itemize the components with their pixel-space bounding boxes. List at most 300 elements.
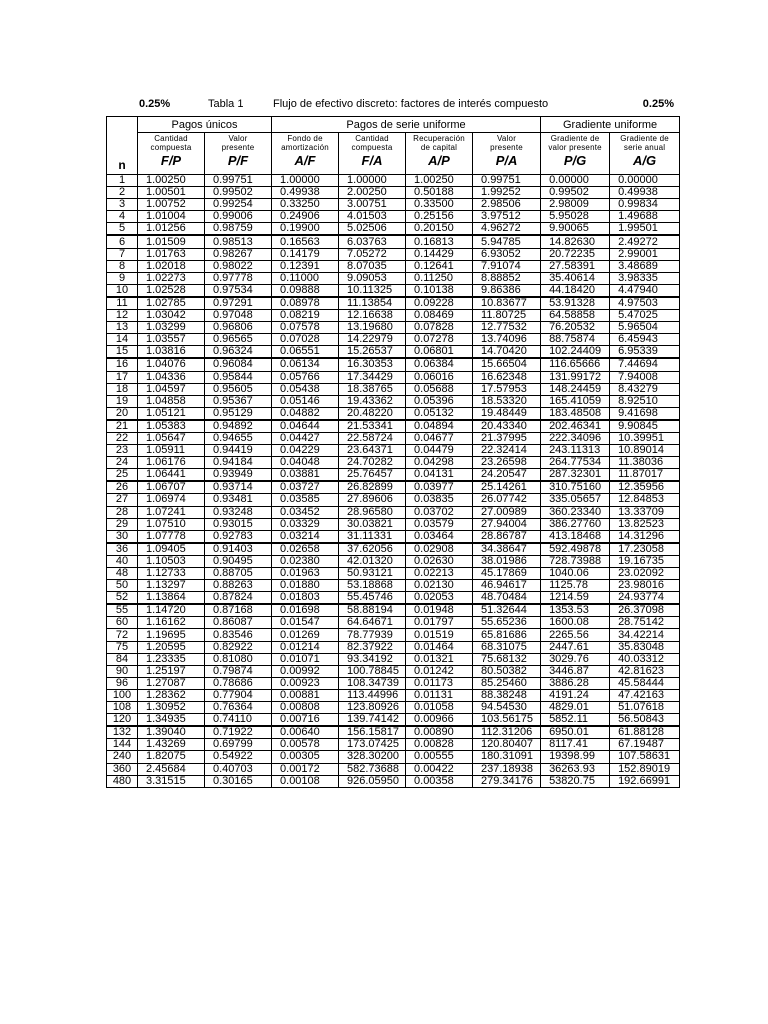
factor-cell-ap: 0.05396 xyxy=(406,395,473,407)
table-row xyxy=(107,702,680,714)
factor-cell-fa: 15.26537 xyxy=(339,346,406,359)
factor-cell-pa: 21.37995 xyxy=(473,432,541,444)
factor-cell-pa: 112.31206 xyxy=(473,726,541,739)
factor-cell-pf: 0.30165 xyxy=(205,775,272,787)
factor-cell-pg: 20.72235 xyxy=(541,248,610,260)
factor-cell-ag: 8.92510 xyxy=(610,395,680,407)
factor-cell-pf: 0.93481 xyxy=(205,494,272,506)
factor-cell-ag: 8.43279 xyxy=(610,383,680,395)
period-cell: 50 xyxy=(107,580,138,592)
period-cell: 27 xyxy=(107,494,138,506)
factor-cell-fa: 14.22979 xyxy=(339,334,406,346)
factor-cell-pf: 0.95605 xyxy=(205,383,272,395)
table-row xyxy=(107,420,680,433)
table-row xyxy=(107,395,680,407)
period-cell: 100 xyxy=(107,689,138,701)
factor-cell-af: 0.08978 xyxy=(272,297,339,310)
factor-cell-fp: 1.25197 xyxy=(138,665,205,677)
factor-cell-ag: 7.94008 xyxy=(610,371,680,383)
factor-cell-pg: 64.58858 xyxy=(541,310,610,322)
factor-cell-fp: 1.00752 xyxy=(138,199,205,211)
factor-cell-ag: 40.03312 xyxy=(610,653,680,665)
factor-cell-af: 0.16563 xyxy=(272,235,339,248)
factor-cell-pg: 335.05657 xyxy=(541,494,610,506)
period-cell: 84 xyxy=(107,653,138,665)
table-row xyxy=(107,457,680,469)
factor-cell-fa: 123.80926 xyxy=(339,702,406,714)
factor-cell-fa: 23.64371 xyxy=(339,445,406,457)
factor-cell-af: 0.00305 xyxy=(272,751,339,763)
factor-cell-fa: 27.89606 xyxy=(339,494,406,506)
factor-cell-pg: 36263.93 xyxy=(541,763,610,775)
table-row xyxy=(107,714,680,727)
group-single-payments: Pagos únicos xyxy=(138,117,272,133)
factor-cell-fp: 1.04336 xyxy=(138,371,205,383)
period-cell: 30 xyxy=(107,530,138,543)
period-cell: 72 xyxy=(107,629,138,641)
factor-cell-fp: 1.07778 xyxy=(138,530,205,543)
factor-cell-fp: 1.04076 xyxy=(138,358,205,371)
factor-cell-fa: 21.53341 xyxy=(339,420,406,433)
factor-cell-fa: 9.09053 xyxy=(339,272,406,284)
factor-cell-pf: 0.99254 xyxy=(205,199,272,211)
factor-cell-af: 0.09888 xyxy=(272,284,339,297)
factor-cell-fp: 1.02785 xyxy=(138,297,205,310)
factor-cell-ap: 0.01242 xyxy=(406,665,473,677)
factor-cell-af: 0.01880 xyxy=(272,580,339,592)
factor-cell-pg: 1214.59 xyxy=(541,592,610,605)
column-caption: Cantidad xyxy=(154,134,188,143)
factor-cell-fa: 82.37922 xyxy=(339,641,406,653)
factor-cell-pf: 0.99751 xyxy=(205,175,272,187)
period-cell: 24 xyxy=(107,457,138,469)
factor-cell-af: 0.06551 xyxy=(272,346,339,359)
factor-cell-ag: 13.33709 xyxy=(610,506,680,518)
factor-cell-pf: 0.98759 xyxy=(205,223,272,236)
factor-cell-ag: 7.44694 xyxy=(610,358,680,371)
interest-rate-right: 0.25% xyxy=(642,98,674,110)
factor-cell-pa: 17.57953 xyxy=(473,383,541,395)
factor-cell-pf: 0.87168 xyxy=(205,604,272,617)
factor-cell-af: 0.06134 xyxy=(272,358,339,371)
factor-cell-pf: 0.94184 xyxy=(205,457,272,469)
factor-cell-pf: 0.97291 xyxy=(205,297,272,310)
factor-cell-af: 0.04229 xyxy=(272,445,339,457)
factor-cell-fp: 1.00501 xyxy=(138,187,205,199)
factor-cell-ag: 61.88128 xyxy=(610,726,680,739)
factor-cell-ap: 0.25156 xyxy=(406,211,473,223)
factor-cell-af: 0.19900 xyxy=(272,223,339,236)
factor-cell-fa: 17.34429 xyxy=(339,371,406,383)
column-caption: compuesta xyxy=(351,143,393,152)
period-cell: 25 xyxy=(107,469,138,482)
factor-cell-pg: 4829.01 xyxy=(541,702,610,714)
factor-cell-pa: 11.80725 xyxy=(473,310,541,322)
factor-cell-pa: 48.70484 xyxy=(473,592,541,605)
column-header-fp xyxy=(138,133,205,175)
period-cell: 12 xyxy=(107,310,138,322)
factor-cell-af: 0.00640 xyxy=(272,726,339,739)
table-row xyxy=(107,592,680,605)
period-cell: 21 xyxy=(107,420,138,433)
column-header-fa xyxy=(339,133,406,175)
factor-cell-ag: 2.49272 xyxy=(610,235,680,248)
factor-cell-pf: 0.93248 xyxy=(205,506,272,518)
factor-cell-pf: 0.96806 xyxy=(205,322,272,334)
period-cell: 26 xyxy=(107,481,138,494)
factor-cell-pg: 88.75874 xyxy=(541,334,610,346)
factor-symbol: P/F xyxy=(227,153,249,168)
factor-cell-pf: 0.95367 xyxy=(205,395,272,407)
factor-cell-pg: 3886.28 xyxy=(541,677,610,689)
factor-cell-fa: 11.13854 xyxy=(339,297,406,310)
factor-cell-ag: 19.16735 xyxy=(610,555,680,567)
factor-cell-pf: 0.97534 xyxy=(205,284,272,297)
factor-cell-pf: 0.95129 xyxy=(205,407,272,420)
factor-cell-ap: 0.05688 xyxy=(406,383,473,395)
factor-cell-fa: 100.78845 xyxy=(339,665,406,677)
factor-cell-pg: 592.49878 xyxy=(541,543,610,556)
factor-cell-pg: 4191.24 xyxy=(541,689,610,701)
factor-cell-pa: 0.99751 xyxy=(473,175,541,187)
period-cell: 108 xyxy=(107,702,138,714)
factor-cell-fp: 1.28362 xyxy=(138,689,205,701)
factor-cell-pg: 1353.53 xyxy=(541,604,610,617)
factor-cell-ap: 0.01519 xyxy=(406,629,473,641)
factor-cell-fa: 26.82899 xyxy=(339,481,406,494)
factor-cell-ap: 0.10138 xyxy=(406,284,473,297)
factor-cell-pf: 0.94655 xyxy=(205,432,272,444)
factor-cell-ap: 0.02630 xyxy=(406,555,473,567)
factor-cell-ap: 0.04894 xyxy=(406,420,473,433)
factor-cell-fa: 64.64671 xyxy=(339,617,406,629)
period-cell: 13 xyxy=(107,322,138,334)
factor-cell-af: 0.04882 xyxy=(272,407,339,420)
factor-cell-af: 0.03881 xyxy=(272,469,339,482)
column-caption: Gradiente de xyxy=(620,134,669,143)
factor-cell-af: 0.01071 xyxy=(272,653,339,665)
factor-cell-pf: 0.78686 xyxy=(205,677,272,689)
factor-cell-af: 0.01803 xyxy=(272,592,339,605)
column-caption: Valor xyxy=(496,134,517,143)
factor-cell-pg: 2265.56 xyxy=(541,629,610,641)
factor-cell-pf: 0.87824 xyxy=(205,592,272,605)
factor-cell-ag: 35.83048 xyxy=(610,641,680,653)
factor-cell-pa: 279.34176 xyxy=(473,775,541,787)
factor-cell-ag: 67.19487 xyxy=(610,739,680,751)
factor-cell-fp: 1.02273 xyxy=(138,272,205,284)
factor-cell-ag: 23.02092 xyxy=(610,568,680,580)
period-cell: 90 xyxy=(107,665,138,677)
factor-cell-ap: 0.04298 xyxy=(406,457,473,469)
factor-cell-af: 0.07578 xyxy=(272,322,339,334)
factor-cell-pg: 165.41059 xyxy=(541,395,610,407)
factor-cell-fp: 1.00250 xyxy=(138,175,205,187)
factor-cell-fp: 1.05911 xyxy=(138,445,205,457)
column-caption: Fondo de xyxy=(287,134,323,143)
period-cell: 40 xyxy=(107,555,138,567)
factor-cell-fp: 1.04858 xyxy=(138,395,205,407)
factor-cell-af: 0.03329 xyxy=(272,518,339,530)
factor-cell-pa: 2.98506 xyxy=(473,199,541,211)
factor-cell-fp: 1.06974 xyxy=(138,494,205,506)
factor-cell-fp: 1.07241 xyxy=(138,506,205,518)
factor-cell-fa: 6.03763 xyxy=(339,235,406,248)
factor-cell-pa: 19.48449 xyxy=(473,407,541,420)
factor-cell-pg: 2447.61 xyxy=(541,641,610,653)
factor-cell-pf: 0.77904 xyxy=(205,689,272,701)
factor-cell-pa: 22.32414 xyxy=(473,445,541,457)
table-row xyxy=(107,407,680,420)
table-row xyxy=(107,346,680,359)
factor-cell-ap: 0.01058 xyxy=(406,702,473,714)
factor-cell-pf: 0.96565 xyxy=(205,334,272,346)
factor-cell-pa: 237.18938 xyxy=(473,763,541,775)
period-cell: 28 xyxy=(107,506,138,518)
factor-cell-af: 0.00716 xyxy=(272,714,339,727)
column-header-af xyxy=(272,133,339,175)
table-row xyxy=(107,763,680,775)
factor-cell-pf: 0.69799 xyxy=(205,739,272,751)
factor-cell-pa: 15.66504 xyxy=(473,358,541,371)
factor-cell-pa: 23.26598 xyxy=(473,457,541,469)
factor-cell-pa: 4.96272 xyxy=(473,223,541,236)
factor-cell-ag: 51.07618 xyxy=(610,702,680,714)
period-cell: 48 xyxy=(107,568,138,580)
factor-cell-af: 0.05146 xyxy=(272,395,339,407)
table-row xyxy=(107,432,680,444)
factor-cell-fp: 1.34935 xyxy=(138,714,205,727)
factor-cell-fp: 1.27087 xyxy=(138,677,205,689)
factor-cell-pg: 19398.99 xyxy=(541,751,610,763)
factor-cell-fp: 1.05383 xyxy=(138,420,205,433)
factor-cell-fa: 4.01503 xyxy=(339,211,406,223)
factor-cell-pf: 0.96084 xyxy=(205,358,272,371)
factor-cell-fp: 1.02528 xyxy=(138,284,205,297)
factor-cell-af: 0.03452 xyxy=(272,506,339,518)
factor-cell-ag: 45.58444 xyxy=(610,677,680,689)
factor-cell-ap: 0.50188 xyxy=(406,187,473,199)
table-row xyxy=(107,248,680,260)
factor-cell-af: 0.00578 xyxy=(272,739,339,751)
factor-cell-ag: 152.89019 xyxy=(610,763,680,775)
factor-cell-pg: 3029.76 xyxy=(541,653,610,665)
factor-cell-ap: 0.16813 xyxy=(406,235,473,248)
factor-cell-fp: 1.13864 xyxy=(138,592,205,605)
factor-cell-pg: 102.24409 xyxy=(541,346,610,359)
factor-cell-pf: 0.99006 xyxy=(205,211,272,223)
factor-cell-fa: 58.88194 xyxy=(339,604,406,617)
factor-cell-af: 0.08219 xyxy=(272,310,339,322)
factor-cell-af: 0.00808 xyxy=(272,702,339,714)
table-row xyxy=(107,481,680,494)
factor-symbol: F/P xyxy=(160,153,182,168)
factor-cell-fp: 1.09405 xyxy=(138,543,205,556)
factor-cell-pg: 9.90065 xyxy=(541,223,610,236)
factor-cell-pa: 51.32644 xyxy=(473,604,541,617)
table-row xyxy=(107,322,680,334)
column-caption: Gradiente de xyxy=(550,134,600,143)
table-row xyxy=(107,494,680,506)
factor-cell-pg: 264.77534 xyxy=(541,457,610,469)
factor-cell-ap: 0.06016 xyxy=(406,371,473,383)
factor-cell-ap: 0.09228 xyxy=(406,297,473,310)
factor-cell-fa: 1.00000 xyxy=(339,175,406,187)
factor-cell-pg: 6950.01 xyxy=(541,726,610,739)
factor-cell-ap: 0.02908 xyxy=(406,543,473,556)
factor-cell-ap: 0.05132 xyxy=(406,407,473,420)
table-row xyxy=(107,677,680,689)
factor-cell-pa: 27.94004 xyxy=(473,518,541,530)
factor-cell-fp: 1.02018 xyxy=(138,260,205,272)
factor-cell-ap: 0.14429 xyxy=(406,248,473,260)
factor-cell-ag: 6.95339 xyxy=(610,346,680,359)
factor-cell-fa: 30.03821 xyxy=(339,518,406,530)
factor-cell-pg: 1125.78 xyxy=(541,580,610,592)
factor-cell-fp: 1.01509 xyxy=(138,235,205,248)
factor-cell-ap: 0.00555 xyxy=(406,751,473,763)
factor-cell-pa: 34.38647 xyxy=(473,543,541,556)
column-caption: valor presente xyxy=(548,143,602,152)
factor-cell-ag: 3.48689 xyxy=(610,260,680,272)
factor-cell-pf: 0.88705 xyxy=(205,568,272,580)
factor-cell-ag: 0.99834 xyxy=(610,199,680,211)
period-cell: 4 xyxy=(107,211,138,223)
factor-cell-pf: 0.94892 xyxy=(205,420,272,433)
period-cell: 120 xyxy=(107,714,138,727)
period-cell: 20 xyxy=(107,407,138,420)
factor-cell-pg: 728.73988 xyxy=(541,555,610,567)
table-row xyxy=(107,310,680,322)
group-uniform-series: Pagos de serie uniforme xyxy=(272,117,541,133)
factor-cell-ap: 0.02130 xyxy=(406,580,473,592)
period-cell: 8 xyxy=(107,260,138,272)
factor-cell-fp: 1.03299 xyxy=(138,322,205,334)
factor-cell-af: 0.11000 xyxy=(272,272,339,284)
factor-cell-af: 0.00923 xyxy=(272,677,339,689)
factor-cell-fa: 2.00250 xyxy=(339,187,406,199)
factor-cell-ag: 14.31296 xyxy=(610,530,680,543)
factor-cell-pa: 75.68132 xyxy=(473,653,541,665)
factor-cell-pa: 28.86787 xyxy=(473,530,541,543)
factor-cell-fp: 1.03816 xyxy=(138,346,205,359)
factor-cell-ag: 24.93774 xyxy=(610,592,680,605)
table-row xyxy=(107,726,680,739)
factor-symbol: A/F xyxy=(294,153,316,168)
n-header-blank xyxy=(107,117,138,133)
factor-cell-pa: 65.81686 xyxy=(473,629,541,641)
factor-cell-fa: 582.73688 xyxy=(339,763,406,775)
factor-cell-fp: 1.01004 xyxy=(138,211,205,223)
factor-cell-ag: 5.96504 xyxy=(610,322,680,334)
table-row xyxy=(107,284,680,297)
factor-cell-ap: 0.12641 xyxy=(406,260,473,272)
period-cell: 15 xyxy=(107,346,138,359)
factor-cell-pf: 0.98513 xyxy=(205,235,272,248)
factor-cell-af: 1.00000 xyxy=(272,175,339,187)
factor-cell-fa: 173.07425 xyxy=(339,739,406,751)
factor-cell-ag: 47.42163 xyxy=(610,689,680,701)
factor-cell-pg: 148.24459 xyxy=(541,383,610,395)
factor-cell-ap: 0.02053 xyxy=(406,592,473,605)
factor-cell-pa: 103.56175 xyxy=(473,714,541,727)
factor-cell-pg: 35.40614 xyxy=(541,272,610,284)
period-cell: 22 xyxy=(107,432,138,444)
factor-cell-fp: 1.01256 xyxy=(138,223,205,236)
period-cell: 11 xyxy=(107,297,138,310)
factor-cell-pa: 180.31091 xyxy=(473,751,541,763)
factor-cell-ap: 0.20150 xyxy=(406,223,473,236)
table-row xyxy=(107,199,680,211)
factor-cell-pf: 0.98022 xyxy=(205,260,272,272)
factor-cell-af: 0.00992 xyxy=(272,665,339,677)
factor-cell-af: 0.24906 xyxy=(272,211,339,223)
factor-cell-fa: 50.93121 xyxy=(339,568,406,580)
factor-cell-ag: 12.84853 xyxy=(610,494,680,506)
factor-cell-pg: 360.23340 xyxy=(541,506,610,518)
period-cell: 480 xyxy=(107,775,138,787)
table-row xyxy=(107,689,680,701)
factor-cell-pg: 116.65666 xyxy=(541,358,610,371)
factor-cell-af: 0.04048 xyxy=(272,457,339,469)
factor-cell-ag: 11.38036 xyxy=(610,457,680,469)
period-cell: 55 xyxy=(107,604,138,617)
factor-cell-ap: 0.03579 xyxy=(406,518,473,530)
factor-cell-af: 0.00172 xyxy=(272,763,339,775)
factor-cell-fp: 1.06176 xyxy=(138,457,205,469)
factor-cell-ap: 0.03702 xyxy=(406,506,473,518)
factor-cell-pa: 94.54530 xyxy=(473,702,541,714)
factor-cell-fa: 156.15817 xyxy=(339,726,406,739)
factor-cell-ag: 6.45943 xyxy=(610,334,680,346)
period-cell: 14 xyxy=(107,334,138,346)
period-cell: 132 xyxy=(107,726,138,739)
factor-cell-pg: 1040.06 xyxy=(541,568,610,580)
factor-cell-ap: 0.11250 xyxy=(406,272,473,284)
factor-cell-fp: 1.04597 xyxy=(138,383,205,395)
factor-cell-pa: 3.97512 xyxy=(473,211,541,223)
factor-cell-pa: 20.43340 xyxy=(473,420,541,433)
factor-cell-pf: 0.96324 xyxy=(205,346,272,359)
factor-cell-fa: 10.11325 xyxy=(339,284,406,297)
factor-cell-ap: 0.01797 xyxy=(406,617,473,629)
table-row xyxy=(107,518,680,530)
column-caption: Cantidad xyxy=(355,134,389,143)
factor-cell-pa: 38.01986 xyxy=(473,555,541,567)
factor-cell-ag: 13.82523 xyxy=(610,518,680,530)
factor-cell-fa: 3.00751 xyxy=(339,199,406,211)
factor-cell-ap: 0.02213 xyxy=(406,568,473,580)
factor-cell-ag: 10.89014 xyxy=(610,445,680,457)
factor-cell-pa: 10.83677 xyxy=(473,297,541,310)
factor-cell-af: 0.01214 xyxy=(272,641,339,653)
factor-cell-pf: 0.83546 xyxy=(205,629,272,641)
table-row xyxy=(107,617,680,629)
document-header xyxy=(106,97,677,111)
factor-cell-pf: 0.90495 xyxy=(205,555,272,567)
factor-cell-fp: 1.30952 xyxy=(138,702,205,714)
factor-cell-ag: 0.49938 xyxy=(610,187,680,199)
factor-cell-pa: 68.31075 xyxy=(473,641,541,653)
table-number: Tabla 1 xyxy=(208,98,244,110)
table-row xyxy=(107,568,680,580)
table-row xyxy=(107,629,680,641)
factor-cell-pf: 0.81080 xyxy=(205,653,272,665)
table-row xyxy=(107,739,680,751)
period-cell: 10 xyxy=(107,284,138,297)
factor-cell-fa: 16.30353 xyxy=(339,358,406,371)
factor-cell-ap: 0.08469 xyxy=(406,310,473,322)
